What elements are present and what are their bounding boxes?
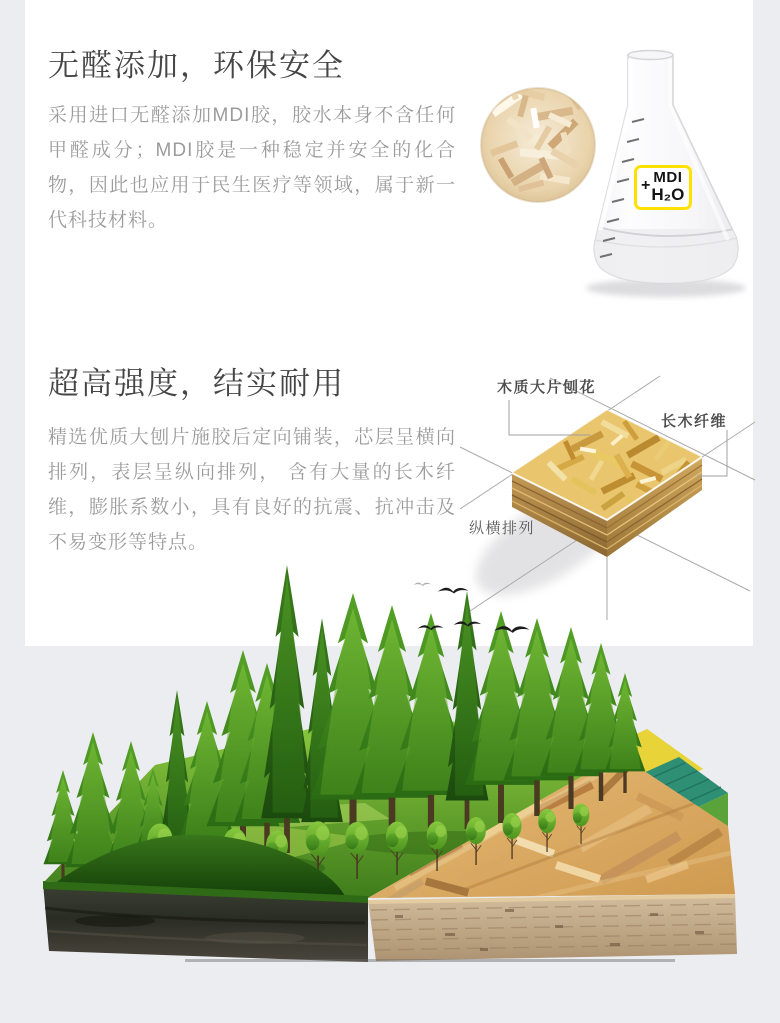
bird-icon [414, 583, 432, 586]
mdi-h2o-label [634, 165, 692, 210]
section2-title: 超高强度，结实耐用 [48, 366, 345, 401]
section2-body: 精选优质大刨片施胶后定向铺装，芯层呈横向排列，表层呈纵向排列， 含有大量的长木纤维，膨胀系数小，具有良好的抗震、抗冲击及不易变形等特点。 [48, 427, 456, 553]
section1-title: 无醛添加，环保安全 [48, 48, 345, 83]
label-wood-flakes: 木质大片刨花 [497, 379, 597, 396]
bird-icon [438, 588, 468, 594]
mdi-text: MDI [653, 169, 683, 186]
forest-osb-landscape-image [35, 553, 745, 968]
label-cross-arrangement: 纵横排列 [469, 520, 536, 537]
h2o-text: H₂O [651, 184, 685, 204]
osb-board-edge-face [368, 894, 737, 961]
section1-body: 采用进口无醛添加MDI胶，胶水本身不含任何甲醛成分；MDI胶是一种稳定并安全的化合物，因此也应用于民生医疗等领域，属于新一代科技材料。 [48, 105, 456, 231]
woodchip-circle-image [481, 76, 595, 202]
flask-liquid [580, 229, 750, 289]
label-long-fibers: 长木纤维 [661, 413, 728, 430]
flask-illustration [460, 25, 760, 305]
mdi-plus-sign: + [641, 177, 651, 195]
ground-shadow-line [185, 959, 675, 962]
